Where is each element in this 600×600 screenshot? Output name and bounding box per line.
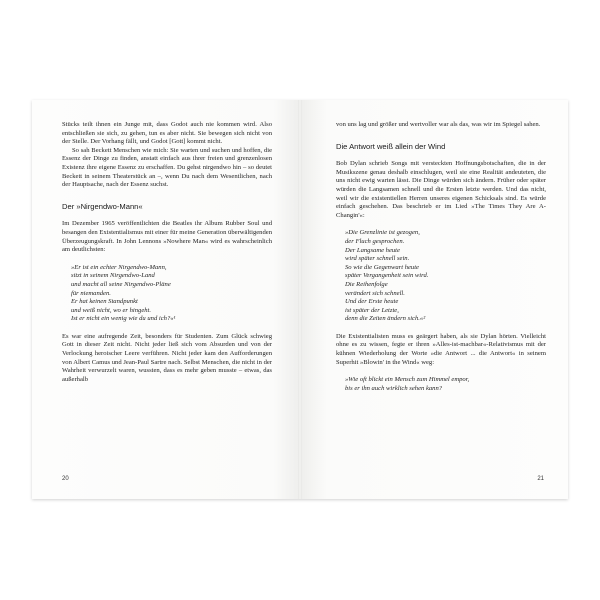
verse-line: Der Langsame heute [345, 246, 400, 254]
verse-line: »Wie oft blickt ein Mensch zum Himmel empor, [345, 376, 470, 384]
paragraph: Stücks teilt ihnen ein Junge mit, dass Godot auch nie kommen wird. Also entschließen sie sich, zu gehen, tun es aber nicht. Sie bewegen sich nicht von der Stelle. Der Vorhang fällt, und Godot [Gott] kommt nicht. [62, 121, 272, 146]
left-page [32, 100, 300, 499]
paragraph: von uns lag und größer und wertvoller war als das, was wir im Spiegel sahen. [336, 121, 541, 128]
verse-line: Die Reihenfolge [345, 280, 388, 288]
verse-line: bis er ihn auch wirklich sehen kann? [345, 384, 443, 392]
verse-line: ist später der Letzte, [345, 306, 399, 314]
section-heading: Die Antwort weiß allein der Wind [336, 141, 446, 151]
verse-line: später Vergangenheit sein wird. [345, 272, 429, 280]
paragraph: Die Existentialisten muss es geärgert haben, als sie Dylan hörten. Vielleicht ohne es zu wissen, fegte er ihren »Alles-ist-machbar«-Relativismus mit der kühnen Wiederholung der Worte »die Antwort ... die Antwort« in seinem Superhit »Blowin' in the Wind« weg: [336, 332, 546, 366]
verse-line: verändert sich schnell. [345, 289, 405, 297]
verse-line: sitzt in seinem Nirgendwo-Land [71, 272, 155, 280]
verse-line: Ist er nicht ein wenig wie du und ich?«¹ [71, 315, 176, 323]
verse-line: »Die Grenzlinie ist gezogen, [345, 229, 420, 237]
verse-line: und weiß nicht, wo er hingeht. [71, 306, 152, 314]
song-quote [345, 376, 546, 393]
open-book [32, 100, 568, 499]
verse-line: und macht all seine Nirgendwo-Pläne [71, 280, 171, 288]
verse-line: denn die Zeiten ändern sich.«² [345, 315, 426, 323]
page-number: 20 [62, 476, 69, 482]
verse-line: Und der Erste heute [345, 298, 399, 306]
verse-line: »Er ist ein echter Nirgendwo-Mann, [71, 263, 167, 271]
section-heading: Der »Nirgendwo-Mann« [62, 201, 143, 211]
paragraph: Es war eine aufregende Zeit, besonders für Studenten. Zum Glück schwieg Gott in dieser Zeit nicht. Nicht jeder ließ sich vom Absurden und von der Verlockung heroischer Leere verführen. Nicht jeder kam den Aufforderungen von Albert Camus und Jean-Paul Sartre nach. Selbst Menschen, die nicht in der Wahrheit verwurzelt waren, wussten, dass es mehr geben musste – etwas, das außerhalb [62, 332, 272, 383]
paragraph: Bob Dylan schrieb Songs mit versteckten Hoffnungsbotschaften, die in der Musikszene genau deshalb einschlugen, weil sie eine Realität andeuteten, die uns nicht ewig warten lässt. Die Dinge würden sich ändern. Früher oder später würden die Langsamen schnell und die Ersten letzte werden. Und das nicht, weil wir die existentiellen Herren unseres eigenen Schicksals sind. Es würde einfach geschehen. Das beschrieb er im Lied »The Times They Are A-Changin'«: [336, 160, 546, 219]
verse-line: Er hat keinen Standpunkt [71, 298, 138, 306]
paragraph: So sah Beckett Menschen wie mich: Sie warten und suchen und hoffen, die Essenz der Dinge zu finden, anstatt einfach aus ihrer freien und grenzenlosen Existenz ihre eigene Essenz zu erschaffen. Du gehst nirgendwo hin – so deutet Beckett in seinem Theaterstück an –, wenn Du nach dem Wesentlichen, nach der Hauptsache, nach der Essenz suchst. [62, 146, 272, 189]
verse-line: wird später schnell sein. [345, 255, 410, 263]
book-gutter [298, 100, 302, 499]
paragraph: Im Dezember 1965 veröffentlichten die Beatles ihr Album Rubber Soul und besangen den Existentialismus mit einer für meine Generation überwältigenden Überzeugungskraft. In John Lennons »Nowhere Man« wird es wahrscheinlich am deutlichsten: [62, 220, 272, 254]
page-number: 21 [537, 476, 544, 482]
left-text-column [62, 121, 272, 384]
song-quote [345, 229, 546, 324]
right-page [300, 100, 568, 499]
verse-line: So wie die Gegenwart heute [345, 263, 419, 271]
verse-line: der Fluch gesprochen. [345, 237, 405, 245]
verse-line: für niemanden. [71, 289, 111, 297]
right-text-column [336, 121, 546, 402]
song-quote [71, 264, 272, 324]
